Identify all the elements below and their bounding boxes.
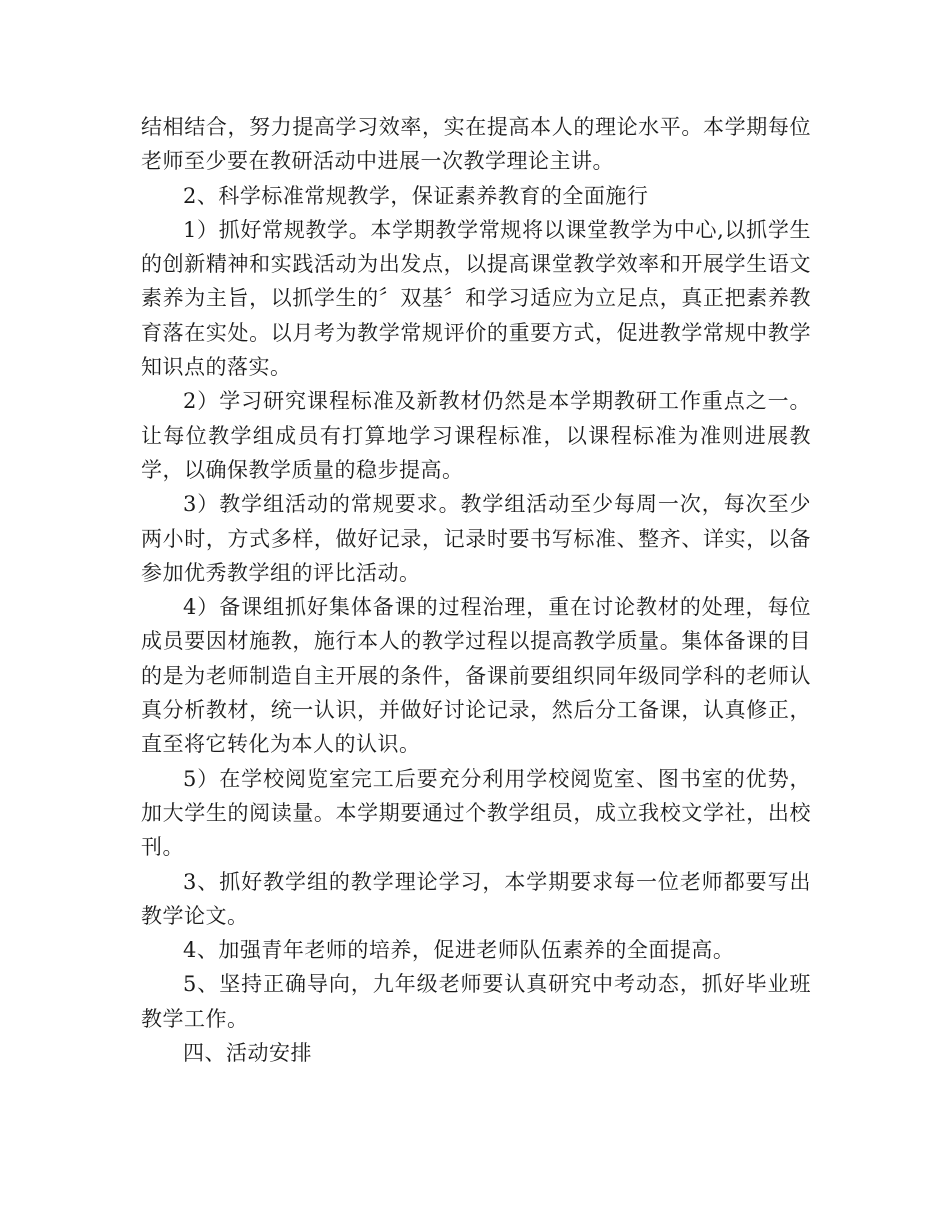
paragraph-heading-3: 3、抓好教学组的教学理论学习，本学期要求每一位老师都要写出教学论文。 xyxy=(141,869,811,928)
paragraph-heading-4: 4、加强青年老师的培养，促进老师队伍素养的全面提高。 xyxy=(183,938,735,963)
paragraph-item-5: 5）在学校阅览室完工后要充分利用学校阅览室、图书室的优势，加大学生的阅读量。本学期要通过个教学组员，成立我校文学社，出校刊。 xyxy=(141,766,811,860)
paragraph-heading-2: 2、科学标准常规教学，保证素养教育的全面施行 xyxy=(183,183,649,208)
paragraph-item-3: 3）教学组活动的常规要求。教学组活动至少每周一次，每次至少两小时，方式多样，做好记录，记录时要书写标准、整齐、详实，以备参加优秀教学组的评比活动。 xyxy=(141,492,811,585)
paragraph-heading-5: 5、坚持正确导向，九年级老师要认真研究中考动态，抓好毕业班教学工作。 xyxy=(141,972,811,1031)
paragraph-item-4: 4）备课组抓好集体备课的过程治理，重在讨论教材的处理，每位成员要因材施教，施行本人的教学过程以提高教学质量。集体备课的目的是为老师制造自主开展的条件，备课前要组织同年级同学科的老师认真分析教材，统一认识，并做好讨论记录，然后分工备课，认真修正，直至将它转化为本人的认识。 xyxy=(141,595,811,757)
paragraph-item-2: 2）学习研究课程标准及新教材仍然是本学期教研工作重点之一。让每位教学组成员有打算地学习课程标准，以课程标准为准则进展教学，以确保教学质量的稳步提高。 xyxy=(141,389,811,482)
document-body xyxy=(141,110,811,1070)
paragraph-item-1: 1）抓好常规教学。本学期教学常规将以课堂教学为中心,以抓学生的创新精神和实践活动为出发点，以提高课堂教学效率和开展学生语文素养为主旨，以抓学生的〞双基〞和学习适应为立足点，真正把素养教育落在实处。以月考为教学常规评价的重要方式，促进教学常规中教学知识点的落实。 xyxy=(141,217,811,380)
section-heading-activities: 四、活动安排 xyxy=(183,1041,312,1066)
paragraph-continuation: 结相结合，努力提高学习效率，实在提高本人的理论水平。本学期每位老师至少要在教研活动中进展一次教学理论主讲。 xyxy=(141,115,811,174)
